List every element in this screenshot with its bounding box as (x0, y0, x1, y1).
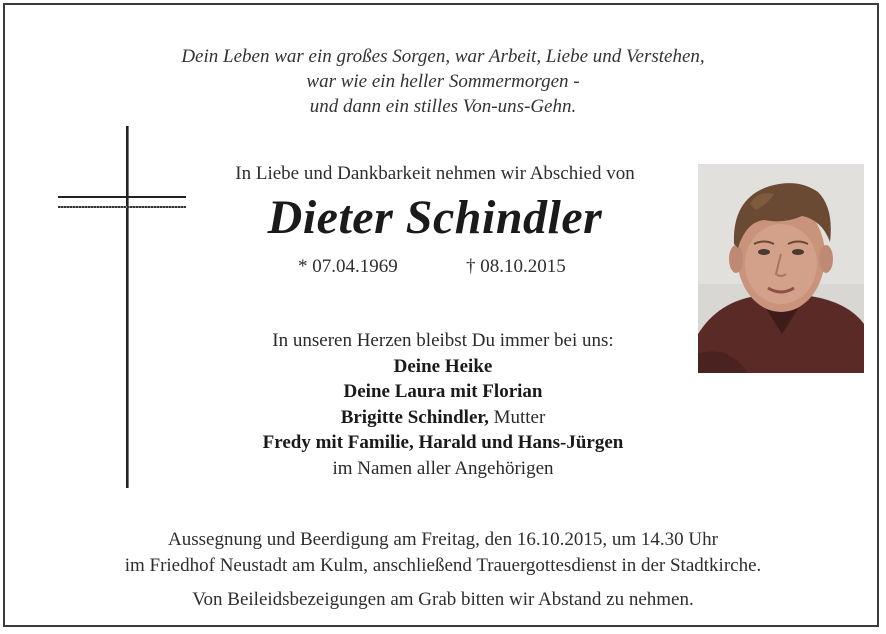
poem (0, 44, 886, 119)
birth-date: * 07.04.1969 (298, 256, 398, 277)
family-member: Deine Laura mit Florian (343, 381, 543, 402)
family-member-relation: Mutter (488, 406, 546, 428)
family-member: Deine Heike (393, 355, 493, 377)
funeral-info-line: Von Beileidsbezeigungen am Grab bitten wir Abstand zu nehmen. (192, 589, 694, 610)
poem-line: Dein Leben war ein großes Sorgen, war Arbeit, Liebe und Verstehen, (181, 46, 705, 67)
death-date: † 08.10.2015 (466, 256, 566, 277)
cross-vertical-beam (126, 126, 129, 488)
family-member: Brigitte Schindler, (340, 406, 489, 428)
family-heading: In unseren Herzen bleibst Du immer bei uns: (272, 330, 614, 351)
deceased-name: Dieter Schindler (267, 191, 603, 244)
intro-text: In Liebe und Dankbarkeit nehmen wir Abschied von (235, 163, 635, 184)
poem-line: und dann ein stilles Von-uns-Gehn. (309, 96, 577, 117)
funeral-info (0, 527, 886, 613)
funeral-info-line: Aussegnung und Beerdigung am Freitag, den 16.10.2015, um 14.30 Uhr (168, 529, 718, 550)
funeral-info-line: im Friedhof Neustadt am Kulm, anschließend Trauergottesdienst in der Stadtkirche. (124, 555, 762, 576)
family-closing: im Namen aller Angehörigen (332, 457, 554, 479)
family-block (140, 328, 746, 481)
family-member: Fredy mit Familie, Harald und Hans-Jürgen (262, 432, 624, 453)
poem-line: war wie ein heller Sommermorgen - (306, 71, 580, 92)
